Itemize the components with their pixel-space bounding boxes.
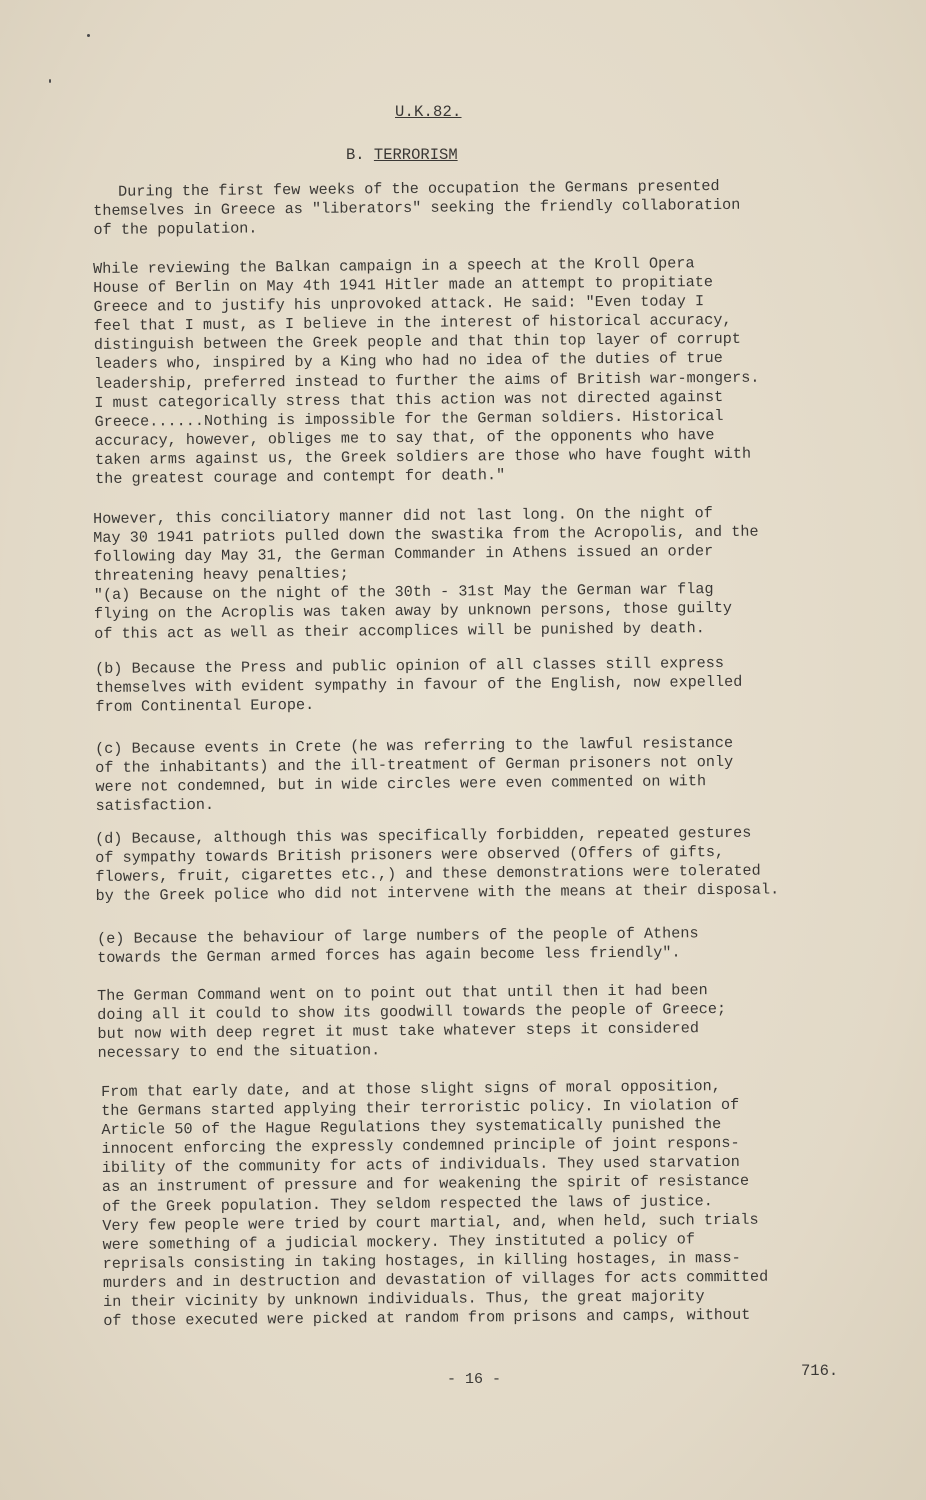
section-title: TERRORISM <box>373 146 458 164</box>
stray-mark <box>49 79 51 83</box>
paragraph-point-d: (d) Because, although this was specifically forbidden, repeated gestures of sympathy towards British prisoners were observed (Offers of gifts, flowers, fruit, cigarettes etc.,) and these demonstrations were tolerated by the Greek police who did not intervene with the means at their disposal. <box>95 823 780 906</box>
paragraph-point-e: (e) Because the behaviour of large numbers of the people of Athens towards the German armed forces has again become less friendly". <box>97 924 699 968</box>
paragraph-point-c: (c) Because events in Crete (he was referring to the lawful resistance of the inhabitants) and the ill-treatment of German prisoners not only were not condemned, but in wide circles were even commented on with satisfaction. <box>95 733 734 816</box>
document-code: U.K.82. <box>395 103 462 121</box>
paragraph-german-command: The German Command went on to point out that until then it had been doing all it could to show its goodwill towards the people of Greece; but now with deep regret it must take whatever steps it considered necessary to end the situation. <box>97 981 727 1063</box>
section-prefix: B. <box>346 146 374 164</box>
page-number: - 16 - <box>447 1371 502 1388</box>
paragraph-occupation-intro: During the first few weeks of the occupation the Germans presented themselves in Greece as "liberators" seeking the friendly collaboration of the population. <box>93 176 741 240</box>
paragraph-terroristic-policy: From that early date, and at those slight signs of moral opposition, the Germans started applying their terroristic policy. In violation of Article 50 of the Hague Regulations they systematically punished the innocent enforcing the expressly condemned principle of joint respons- ibility of the community for acts of individuals. They used starvation as an instrument of pressure and for weakening the spirit of resistance of the Greek population. They seldom respected the laws of justice. Very few people were tried by court martial, and, when held, such trials were something of a judicial mockery. They instituted a policy of reprisals consisting in taking hostages, in killing hostages, in mass- murders and in destruction and devastation of villages for acts committed in their vicinity by unknown individuals. Thus, the great majority of those executed were picked at random from prisons and camps, without <box>101 1077 769 1331</box>
stray-mark <box>87 34 90 37</box>
section-heading <box>346 146 458 164</box>
document-number: 716. <box>801 1362 839 1380</box>
paragraph-conciliatory-manner: However, this conciliatory manner did not last long. On the night of May 30 1941 patriots pulled down the swastika from the Acropolis, and the following day May 31, the German Commander in Athens issued an order threatening heavy penalties; "(a) Because on the night of the 30th - 31st May the German war flag flying on the Acroplis was taken away by unknown persons, those guilty of this act as well as their accomplices will be punished by death. <box>93 504 759 643</box>
paragraph-point-b: (b) Because the Press and public opinion of all classes still express themselves with evident sympathy in favour of the English, now expelled from Continental Europe. <box>95 653 743 717</box>
paragraph-hitler-speech: While reviewing the Balkan campaign in a speech at the Kroll Opera House of Berlin on May 4th 1941 Hitler made an attempt to propitiate Greece and to justify his unprovoked attack. He said: "Even today I feel that I must, as I believe in the interest of historical accuracy, distinguish between the Greek people and that thin top layer of corrupt leaders who, inspired by a King who had no idea of the duties of true leadership, preferred instead to further the aims of British war-mongers. I must categorically stress that this action was not directed against Greece......Nothing is impossible for the German soldiers. Historical accuracy, however, obliges me to say that, of the opponents who have taken arms against us, the Greek soldiers are those who have fought with the greatest courage and contempt for death." <box>93 254 760 489</box>
